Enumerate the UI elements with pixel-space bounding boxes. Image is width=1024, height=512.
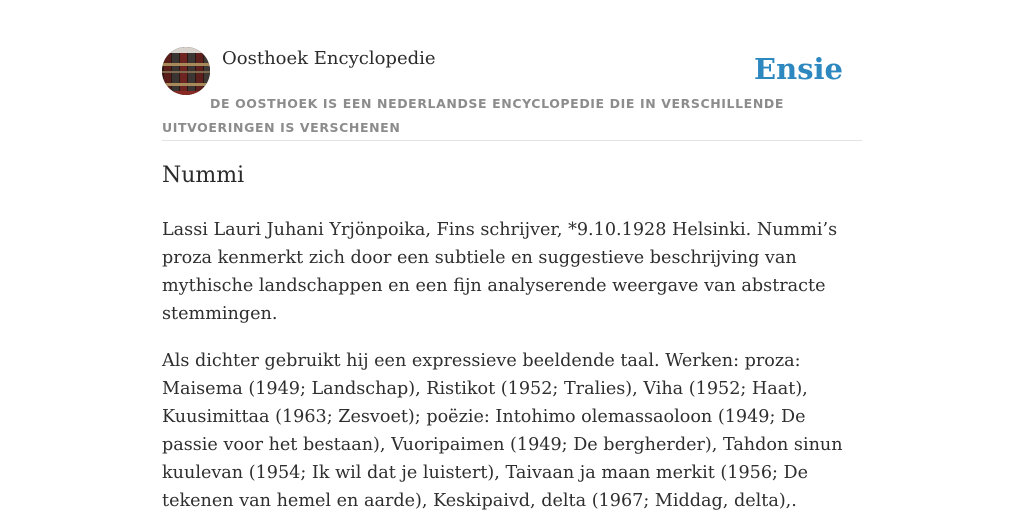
book-spines-icon[interactable] bbox=[162, 47, 210, 95]
site-tagline: DE OOSTHOEK IS EEN NEDERLANDSE ENCYCLOPEDIE DIE IN VERSCHILLENDE UITVOERINGEN IS VERSCHENEN bbox=[162, 96, 784, 135]
entry-paragraph: Lassi Lauri Juhani Yrjönpoika, Fins schrijver, *9.10.1928 Helsinki. Nummi’s proza kenmerkt zich door een subtiele en suggestieve beschrijving van mythische landschappen en een fijn analyserende weergave van abstracte stemmingen. bbox=[162, 220, 838, 324]
entry-title: Nummi bbox=[162, 163, 245, 188]
entry-body bbox=[162, 216, 862, 512]
entry-paragraph: Als dichter gebruikt hij een expressieve beeldende taal. Werken: proza: Maisema (1949; Landschap), Ristikot (1952; Tralies), Viha (1952; Haat), Kuusimittaa (1963; Zesvoet); poëzie: Intohimo olemassaoloon (1949; De passie voor het bestaan), Vuoripaimen (1949; De bergherder), Tahdon sinun kuulevan (1954; Ik wil dat je luistert), Taivaan ja maan merkit (1956; De tekenen van hemel en aarde), Keskipaivd, delta (1967; Middag, delta),. bbox=[162, 351, 843, 511]
site-header bbox=[162, 46, 862, 141]
brand-logo[interactable]: Ensie bbox=[754, 52, 843, 86]
site-title[interactable]: Oosthoek Encyclopedie bbox=[222, 48, 436, 69]
